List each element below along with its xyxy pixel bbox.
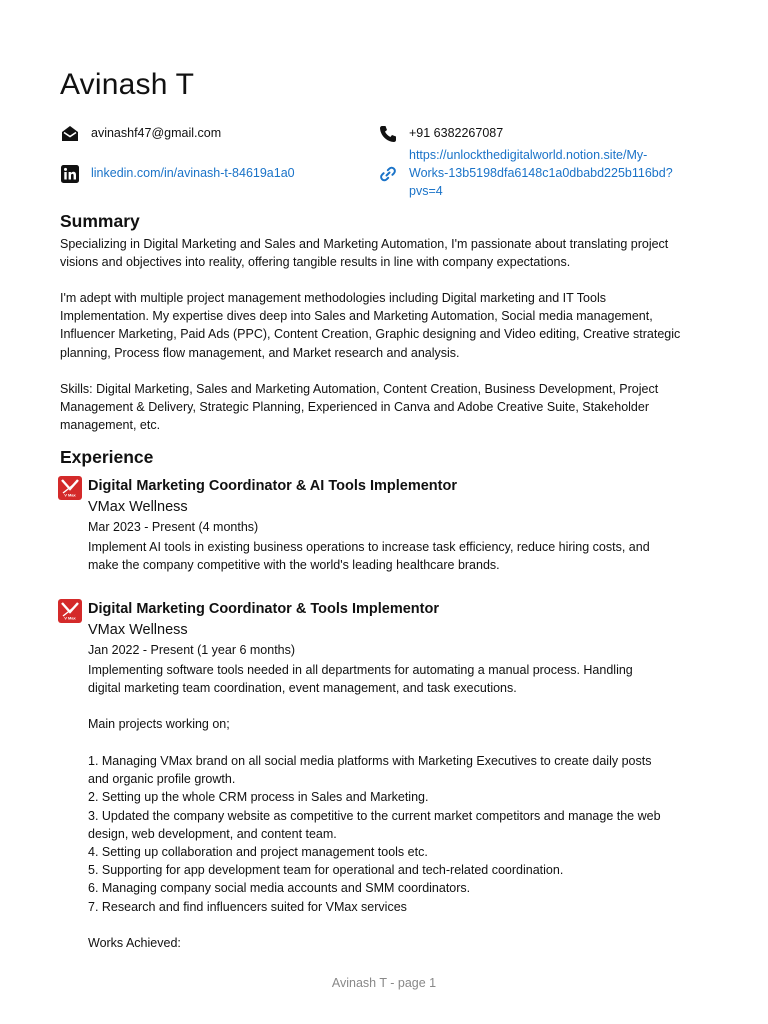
job-title: Digital Marketing Coordinator & AI Tools Implementor bbox=[88, 478, 457, 494]
summary-skills: Skills: Digital Marketing, Sales and Marketing Automation, Content Creation, Business Development, Project Management & Delivery, Strategic Planning, Experienced in Canva and Adobe Creative Suite, Stakeholder management, etc. bbox=[60, 382, 659, 433]
job-description: Implementing software tools needed in all departments for automating a manual process. Handling digital marketing team coordination, event management, and task executions. bbox=[88, 663, 633, 696]
summary-paragraph-1: Specializing in Digital Marketing and Sales and Marketing Automation, I'm passionate about translating project visions and objectives into reality, offering tangible results in line with company expectations. bbox=[60, 237, 669, 270]
email-text: avinashf47@gmail.com bbox=[91, 126, 222, 140]
list-item: 2. Setting up the whole CRM process in Sales and Marketing. bbox=[88, 790, 429, 805]
projects-list bbox=[88, 752, 688, 916]
projects-intro: Main projects working on; bbox=[88, 717, 230, 731]
job-title: Digital Marketing Coordinator & Tools Implementor bbox=[88, 601, 439, 617]
works-achieved-label: Works Achieved: bbox=[88, 936, 181, 950]
experience-heading: Experience bbox=[60, 447, 154, 467]
summary-heading: Summary bbox=[60, 211, 140, 231]
list-item: and organic profile growth. bbox=[88, 772, 236, 787]
job-description: Implement AI tools in existing business operations to increase task efficiency, reduce hiring costs, and make the company competitive with the world's leading healthcare brands. bbox=[88, 540, 650, 573]
summary-paragraph-2: I'm adept with multiple project management methodologies including Digital marketing and IT Tools Implementation. My expertise dives deep into Sales and Marketing Automation, Social media management, Influencer Marketing, Paid Ads (PPC), Content Creation, Graphic designing and Video editing, Creative strategic planning, Process flow management, and Market research and analysis. bbox=[60, 291, 681, 360]
company-logo bbox=[58, 476, 82, 500]
linkedin-icon bbox=[60, 164, 80, 184]
phone-icon bbox=[378, 124, 398, 144]
company-name: VMax Wellness bbox=[88, 622, 188, 638]
list-item: 1. Managing VMax brand on all social media platforms with Marketing Executives to create daily posts bbox=[88, 754, 652, 768]
job-dates: Jan 2022 - Present (1 year 6 months) bbox=[88, 643, 296, 657]
phone-text: +91 6382267087 bbox=[409, 126, 504, 140]
list-item: design, web development, and content team. bbox=[88, 826, 337, 841]
candidate-name: Avinash T bbox=[60, 68, 195, 101]
svg-text:V Max: V Max bbox=[64, 492, 76, 498]
list-item: 6. Managing company social media accounts and SMM coordinators. bbox=[88, 881, 471, 896]
website-link[interactable]: https://unlockthedigitalworld.notion.site/My- Works-13b5198dfa6148c1a0dbabd225b116bd? pvs=4 bbox=[409, 148, 673, 198]
envelope-icon bbox=[60, 124, 80, 144]
list-item: 4. Setting up collaboration and project management tools etc. bbox=[88, 845, 428, 860]
linkedin-link[interactable]: linkedin.com/in/avinash-t-84619a1a0 bbox=[91, 166, 295, 180]
company-name: VMax Wellness bbox=[88, 499, 188, 515]
page-footer: Avinash T - page 1 bbox=[331, 976, 437, 990]
svg-text:V Max: V Max bbox=[64, 615, 76, 621]
job-dates: Mar 2023 - Present (4 months) bbox=[88, 520, 259, 534]
list-item: 5. Supporting for app development team for operational and tech-related coordination. bbox=[88, 863, 564, 878]
list-item: 3. Updated the company website as competitive to the current market competitors and manage the web bbox=[88, 808, 661, 823]
link-icon bbox=[378, 164, 398, 184]
list-item: 7. Research and find influencers suited for VMax services bbox=[88, 899, 407, 914]
company-logo bbox=[58, 599, 82, 623]
